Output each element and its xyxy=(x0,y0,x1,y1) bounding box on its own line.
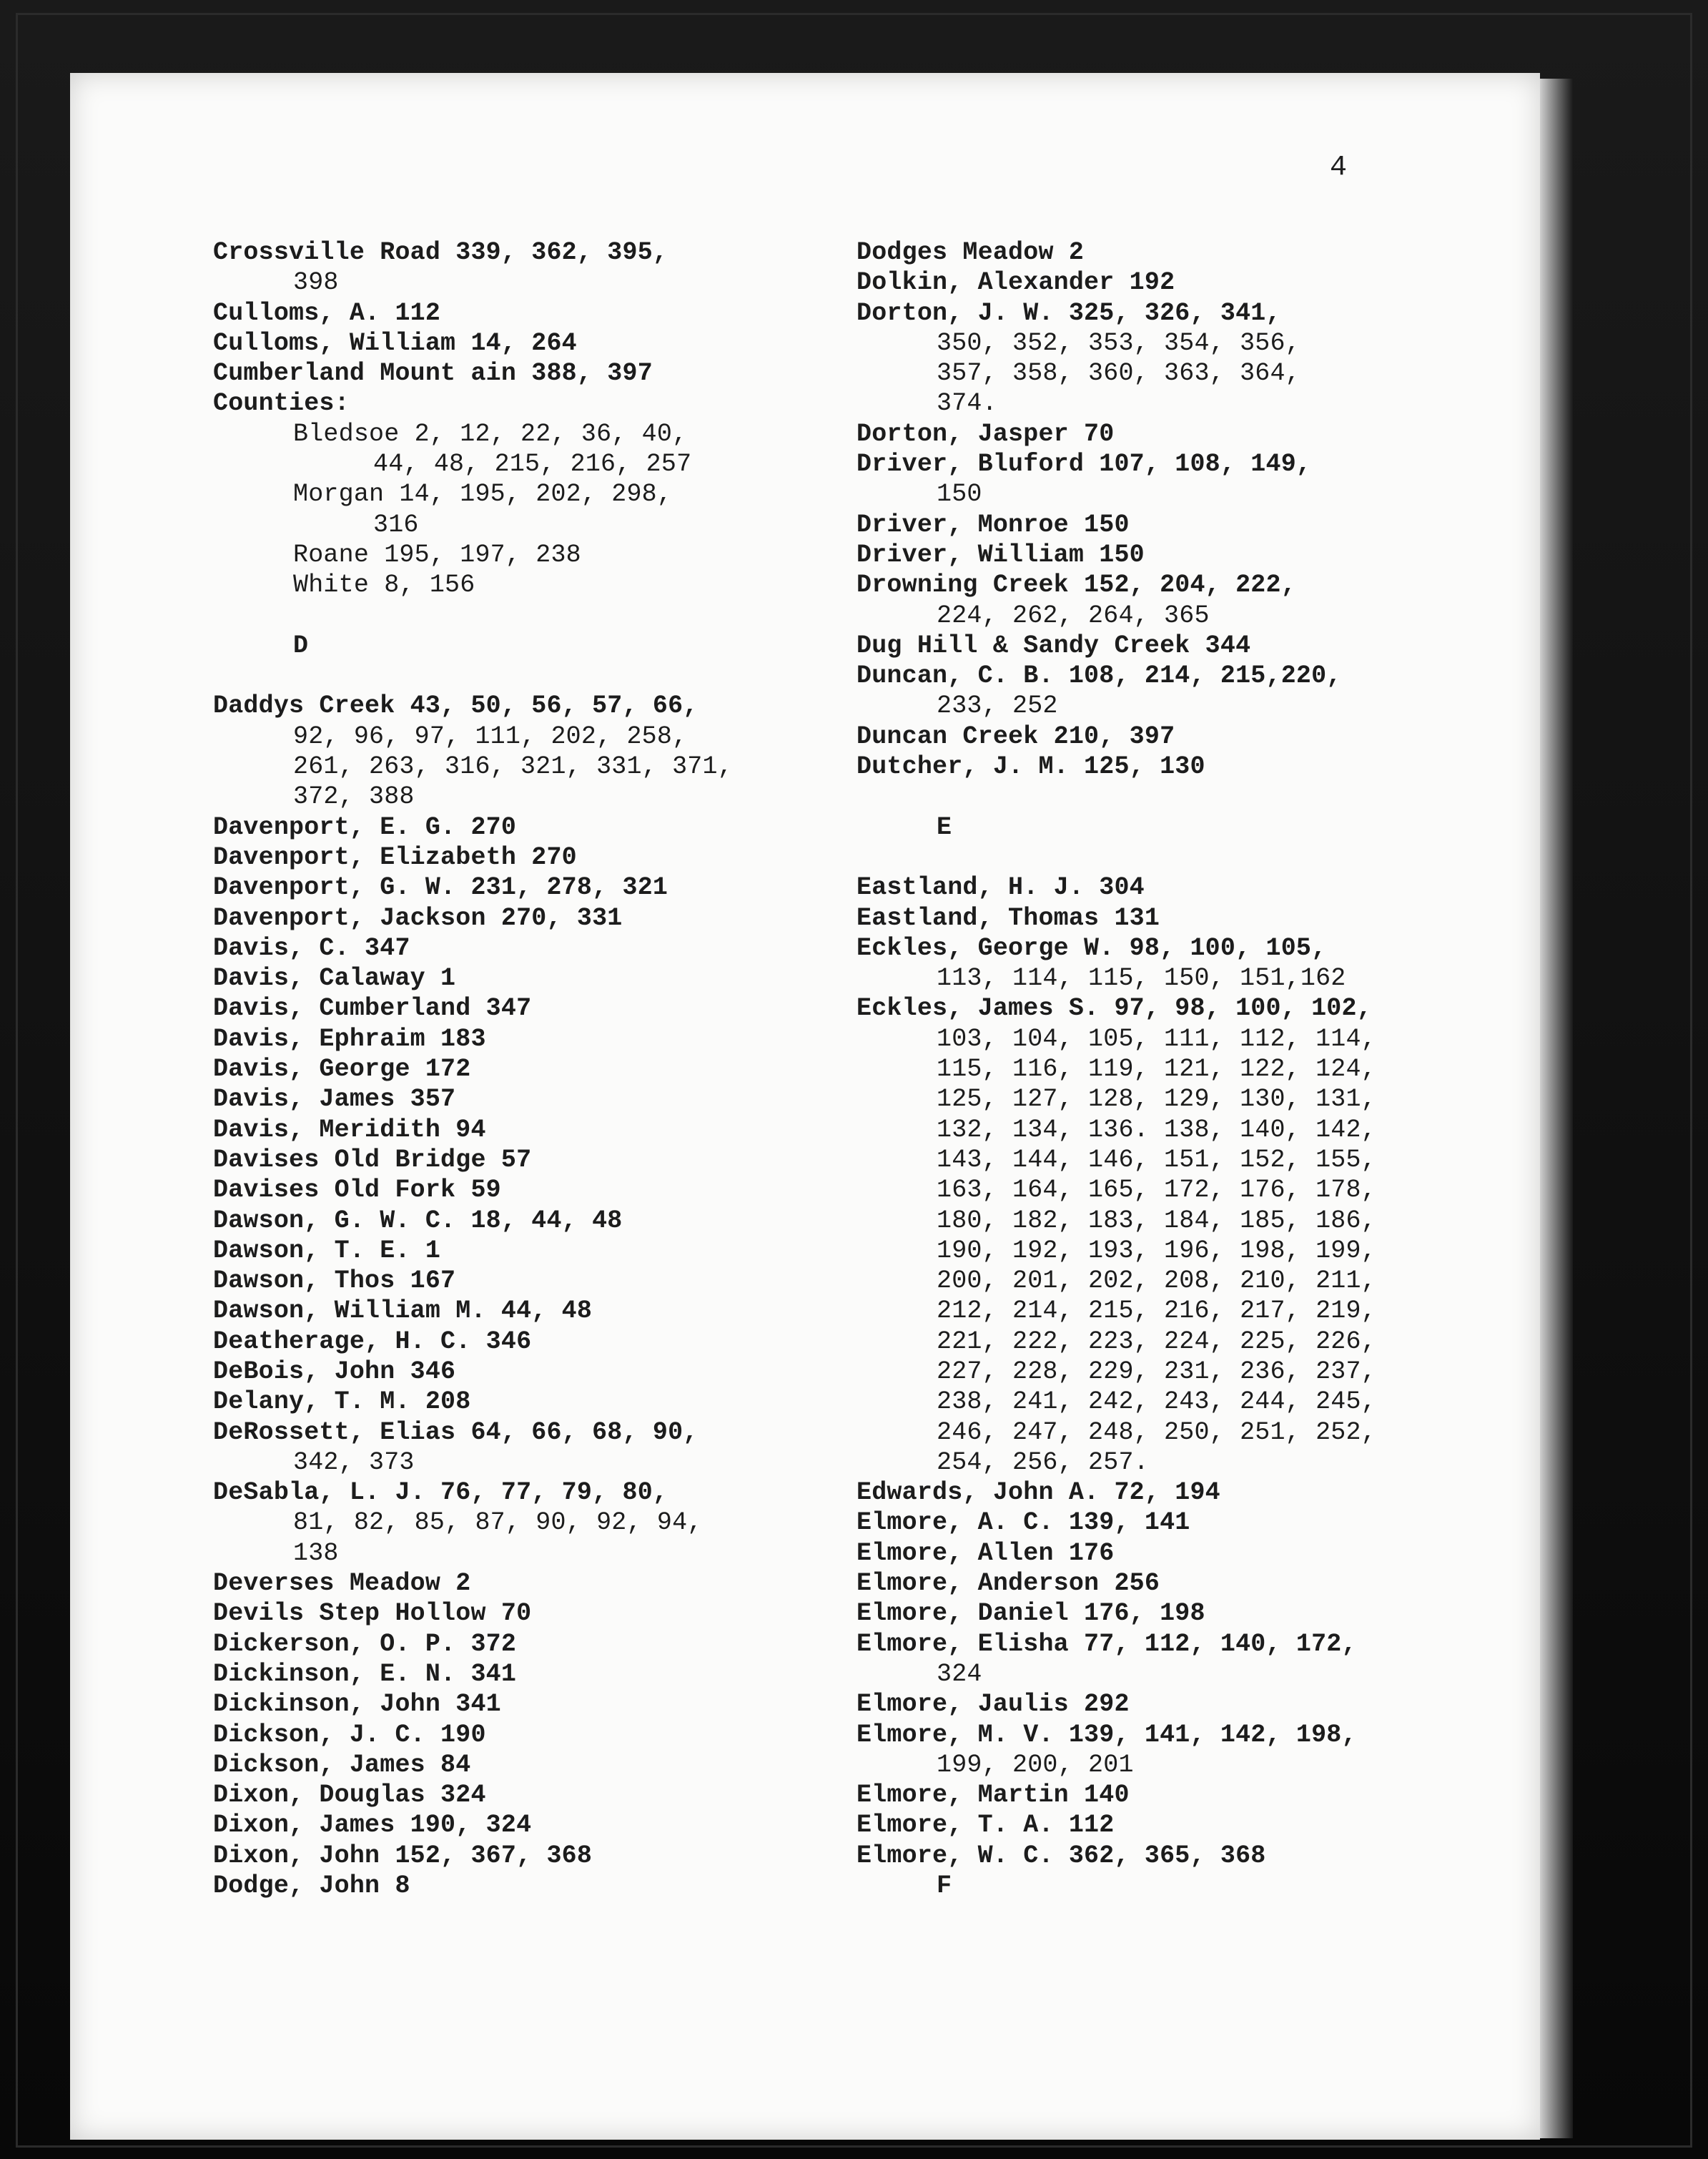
index-entry-continuation: 143, 144, 146, 151, 152, 155, xyxy=(937,1145,1376,1174)
blank-line xyxy=(857,782,1443,812)
page-number: 4 xyxy=(1330,152,1348,184)
index-entry-continuation: 138 xyxy=(293,1538,339,1568)
index-entry: Dodges Meadow 2 xyxy=(857,238,1085,267)
index-entry-continuation: 190, 192, 193, 196, 198, 199, xyxy=(937,1236,1376,1265)
index-entry: Dawson, William M. 44, 48 xyxy=(213,1297,593,1326)
blank-line xyxy=(213,601,814,631)
index-entry: Davises Old Fork 59 xyxy=(213,1176,501,1205)
index-entry: Dickerson, O. P. 372 xyxy=(213,1629,517,1658)
index-entry-continuation: 103, 104, 105, 111, 112, 114, xyxy=(937,1024,1376,1053)
index-entry: Elmore, A. C. 139, 141 xyxy=(857,1508,1190,1538)
index-entry-continuation: 221, 222, 223, 224, 225, 226, xyxy=(937,1327,1376,1356)
index-entry-continuation: 342, 373 xyxy=(293,1447,415,1477)
index-entry: Duncan Creek 210, 397 xyxy=(857,722,1175,751)
index-entry: Elmore, Jaulis 292 xyxy=(857,1690,1130,1719)
index-entry-continuation: 233, 252 xyxy=(937,692,1058,721)
index-entry-continuation: 254, 256, 257. xyxy=(937,1447,1149,1477)
index-entry: Eckles, James S. 97, 98, 100, 102, xyxy=(857,994,1372,1023)
index-entry: Delany, T. M. 208 xyxy=(213,1387,471,1417)
index-entry: DeSabla, L. J. 76, 77, 79, 80, xyxy=(213,1478,668,1508)
index-entry: Dug Hill & Sandy Creek 344 xyxy=(857,631,1251,660)
index-entry: Elmore, Elisha 77, 112, 140, 172, xyxy=(857,1629,1357,1658)
index-entry-continuation: 374. xyxy=(937,389,997,418)
index-entry-continuation: 324 xyxy=(937,1659,982,1688)
index-entry-continuation: 357, 358, 360, 363, 364, xyxy=(937,359,1300,388)
index-entry: Davis, James 357 xyxy=(213,1085,456,1114)
index-entry: Dodge, John 8 xyxy=(213,1872,410,1901)
blank-line xyxy=(213,661,814,691)
index-entry: DeRossett, Elias 64, 66, 68, 90, xyxy=(213,1417,698,1447)
index-entry: Elmore, Allen 176 xyxy=(857,1538,1115,1568)
index-entry: Dutcher, J. M. 125, 130 xyxy=(857,752,1205,782)
index-entry: Eckles, George W. 98, 100, 105, xyxy=(857,933,1327,963)
index-entry: Culloms, William 14, 264 xyxy=(213,328,577,358)
index-entry: DeBois, John 346 xyxy=(213,1357,456,1386)
index-entry: Crossville Road 339, 362, 395, xyxy=(213,238,668,267)
index-entry: Davenport, Elizabeth 270 xyxy=(213,842,577,872)
index-subentry: Roane 195, 197, 238 xyxy=(293,540,581,569)
index-entry: Duncan, C. B. 108, 214, 215,220, xyxy=(857,662,1342,691)
index-entry: Driver, Monroe 150 xyxy=(857,510,1130,539)
index-entry: Dolkin, Alexander 192 xyxy=(857,268,1175,297)
index-entry-continuation: 163, 164, 165, 172, 176, 178, xyxy=(937,1176,1376,1205)
index-entry: Dickinson, John 341 xyxy=(213,1690,501,1719)
index-entry-continuation: 350, 352, 353, 354, 356, xyxy=(937,328,1300,358)
index-entry: Elmore, Martin 140 xyxy=(857,1781,1130,1810)
index-entry: Culloms, A. 112 xyxy=(213,298,441,328)
index-entry: Davenport, E. G. 270 xyxy=(213,812,517,842)
index-entry-continuation: 113, 114, 115, 150, 151,162 xyxy=(937,964,1346,993)
index-entry: Dawson, T. E. 1 xyxy=(213,1236,441,1265)
index-entry: Davis, Ephraim 183 xyxy=(213,1024,486,1053)
index-entry: Eastland, H. J. 304 xyxy=(857,873,1145,903)
index-entry: Davises Old Bridge 57 xyxy=(213,1145,532,1174)
index-entry-continuation: 372, 388 xyxy=(293,782,415,812)
index-entry: Driver, William 150 xyxy=(857,540,1145,569)
index-entry: Counties: xyxy=(213,389,350,418)
index-entry: Driver, Bluford 107, 108, 149, xyxy=(857,450,1312,479)
section-letter-heading: F xyxy=(937,1872,952,1901)
index-entry-continuation: 224, 262, 264, 365 xyxy=(937,601,1210,630)
index-entry: Davis, George 172 xyxy=(213,1055,471,1084)
index-entry-continuation: 316 xyxy=(373,510,419,539)
index-entry: Davis, Calaway 1 xyxy=(213,964,456,993)
index-subentry: White 8, 156 xyxy=(293,571,475,600)
index-entry: Elmore, Anderson 256 xyxy=(857,1569,1160,1598)
index-entry-continuation: 92, 96, 97, 111, 202, 258, xyxy=(293,722,688,751)
blank-line xyxy=(857,842,1443,872)
index-column-right xyxy=(857,237,1443,1901)
index-entry: Dawson, G. W. C. 18, 44, 48 xyxy=(213,1206,623,1235)
index-entry-continuation: 150 xyxy=(937,480,982,509)
index-entry: Elmore, W. C. 362, 365, 368 xyxy=(857,1841,1266,1870)
index-entry: Daddys Creek 43, 50, 56, 57, 66, xyxy=(213,692,698,721)
index-entry: Deverses Meadow 2 xyxy=(213,1569,471,1598)
index-entry-continuation: 227, 228, 229, 231, 236, 237, xyxy=(937,1357,1376,1386)
index-entry-continuation: 44, 48, 215, 216, 257 xyxy=(373,450,692,479)
index-entry-continuation: 132, 134, 136. 138, 140, 142, xyxy=(937,1115,1376,1144)
index-entry: Davis, Cumberland 347 xyxy=(213,994,532,1023)
index-entry-continuation: 261, 263, 316, 321, 331, 371, xyxy=(293,752,733,782)
index-entry-continuation: 238, 241, 242, 243, 244, 245, xyxy=(937,1387,1376,1417)
index-entry-continuation: 180, 182, 183, 184, 185, 186, xyxy=(937,1206,1376,1235)
index-entry-continuation: 212, 214, 215, 216, 217, 219, xyxy=(937,1297,1376,1326)
index-subentry: Bledsoe 2, 12, 22, 36, 40, xyxy=(293,419,688,448)
index-entry: Drowning Creek 152, 204, 222, xyxy=(857,571,1296,600)
index-entry: Dorton, J. W. 325, 326, 341, xyxy=(857,298,1281,328)
index-entry: Elmore, Daniel 176, 198 xyxy=(857,1599,1205,1628)
index-entry: Deatherage, H. C. 346 xyxy=(213,1327,532,1356)
index-entry: Dorton, Jasper 70 xyxy=(857,419,1115,448)
index-entry: Cumberland Mount ain 388, 397 xyxy=(213,359,653,388)
index-entry-continuation: 200, 201, 202, 208, 210, 211, xyxy=(937,1267,1376,1296)
index-entry: Dawson, Thos 167 xyxy=(213,1267,456,1296)
index-entry: Dixon, John 152, 367, 368 xyxy=(213,1841,593,1870)
index-entry-continuation: 398 xyxy=(293,268,339,297)
index-entry-continuation: 115, 116, 119, 121, 122, 124, xyxy=(937,1055,1376,1084)
index-entry: Dickinson, E. N. 341 xyxy=(213,1659,517,1688)
index-entry: Davenport, Jackson 270, 331 xyxy=(213,903,623,933)
index-entry: Dickson, J. C. 190 xyxy=(213,1720,486,1749)
index-entry: Dixon, James 190, 324 xyxy=(213,1811,532,1840)
index-entry: Elmore, T. A. 112 xyxy=(857,1811,1115,1840)
index-entry-continuation: 199, 200, 201 xyxy=(937,1750,1134,1779)
index-entry: Davis, Meridith 94 xyxy=(213,1115,486,1144)
index-column-left xyxy=(213,237,814,1901)
index-entry-continuation: 246, 247, 248, 250, 251, 252, xyxy=(937,1417,1376,1447)
index-entry: Elmore, M. V. 139, 141, 142, 198, xyxy=(857,1720,1357,1749)
section-letter-heading: D xyxy=(293,631,309,660)
index-entry-continuation: 81, 82, 85, 87, 90, 92, 94, xyxy=(293,1508,703,1538)
index-entry: Davenport, G. W. 231, 278, 321 xyxy=(213,873,668,903)
index-entry: Devils Step Hollow 70 xyxy=(213,1599,532,1628)
index-entry: Dickson, James 84 xyxy=(213,1750,471,1779)
index-entry: Davis, C. 347 xyxy=(213,933,410,963)
index-entry: Dixon, Douglas 324 xyxy=(213,1781,486,1810)
index-entry: Edwards, John A. 72, 194 xyxy=(857,1478,1220,1508)
index-subentry: Morgan 14, 195, 202, 298, xyxy=(293,480,673,509)
index-entry: Eastland, Thomas 131 xyxy=(857,903,1160,933)
index-entry-continuation: 125, 127, 128, 129, 130, 131, xyxy=(937,1085,1376,1114)
section-letter-heading: E xyxy=(937,812,952,842)
